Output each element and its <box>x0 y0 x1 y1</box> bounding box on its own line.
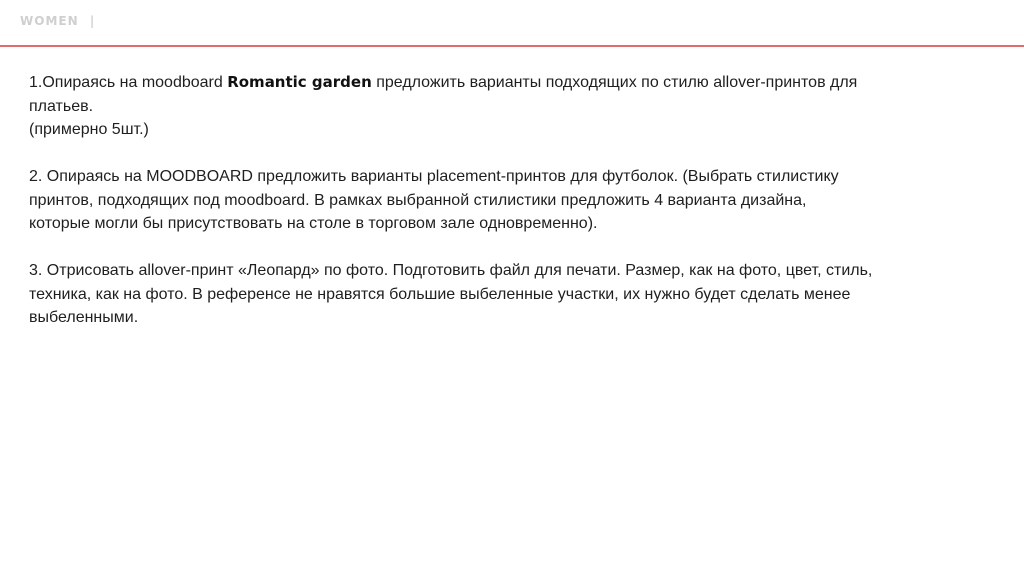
moodboard-name: Romantic garden <box>227 73 372 91</box>
task-2-line-3: которые могли бы присутствовать на столе в торговом зале одновременно). <box>29 215 598 232</box>
task-list <box>29 71 989 353</box>
slide-header <box>20 14 95 28</box>
task-3-line-2: техника, как на фото. В референсе не нравятся большие выбеленные участки, их нужно будет сделать менее <box>29 285 851 303</box>
task-item-2 <box>29 165 989 236</box>
task-1-line-2: платьев. <box>29 97 94 115</box>
header-divider <box>0 45 1024 47</box>
task-1-line-3: (примерно 5шт.) <box>29 121 149 138</box>
header-separator: | <box>89 14 96 28</box>
task-item-1 <box>29 71 989 142</box>
task-1-text-after: предложить варианты подходящих по стилю allover-принтов для <box>371 74 858 91</box>
task-item-3 <box>29 259 989 330</box>
section-title: WOMEN <box>20 14 79 28</box>
task-1-line-1 <box>29 71 989 95</box>
task-2-line-2: принтов, подходящих под moodboard. В рамках выбранной стилистики предложить 4 варианта дизайна, <box>29 191 807 209</box>
task-1-text-before: 1.Опираясь на moodboard <box>29 74 228 91</box>
task-3-line-3: выбеленными. <box>29 309 139 326</box>
task-3-line-1: 3. Отрисовать allover-принт «Леопард» по фото. Подготовить файл для печати. Размер, как на фото, цвет, стиль, <box>29 262 873 279</box>
task-2-line-1: 2. Опираясь на MOODBOARD предложить варианты placement-принтов для футболок. (Выбрать стилистику <box>29 168 839 185</box>
